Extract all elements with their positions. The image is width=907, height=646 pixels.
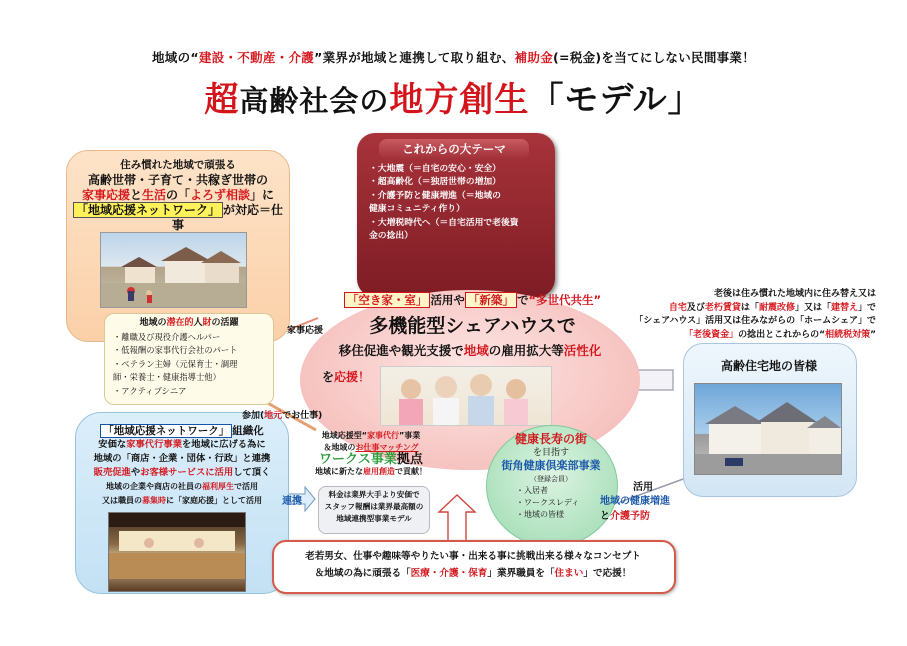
page-title: 超高齢社会の地方創生「モデル」 bbox=[204, 80, 703, 120]
health-promotion-text: 地域の健康増進 と介護予防 bbox=[600, 496, 670, 522]
theme-item: ・超高齢化（＝独居世帯の増加） bbox=[369, 177, 501, 188]
list-item: 師・栄養士・健康指導士他） bbox=[113, 372, 221, 382]
top-left-text: 住み慣れた地域で頑張る 高齢世帯・子育て・共稼ぎ世帯の 家事応援と生活の「よろず相談」に 「地域応援ネットワーク」 が対応＝仕事 bbox=[72, 158, 284, 233]
potential-talent-box: 地域の潜在的人財の活躍 ・離職及び現役介護ヘルパー ・低報酬の家事代行会社のパート ・ベテラン主婦（元保育士・調理 師・栄養士・健康指導士他） ・アクティブシニア bbox=[104, 313, 274, 405]
subtitle: 地域の“建設・不動産・介護”業界が地域と連携して取り組む、補助金(=税金)を当てにしない民間事業！ bbox=[151, 50, 756, 65]
multi-function-share-house: 多機能型シェアハウスで bbox=[369, 315, 576, 337]
health-club-text: 健康長寿の街 を目指す 街角健康倶楽部事業 （登録会員） ・入居者 ・ワークスレディ ・地域の皆様 bbox=[501, 432, 601, 519]
theme-item: ・介護予防と健康増進（＝地域の bbox=[369, 190, 501, 201]
bottom-concept-text: 老若男女、仕事や趣味等やりたい事・出来る事に挑戦出来る様々なコンセプト ＆地域の為に頑張る「医療・介護・保育」業界職員を「住まい」で応援！ bbox=[305, 551, 641, 579]
share-house-tagline: 「空き家・室」 活用や 「新築」 で“多世代共生” bbox=[300, 292, 645, 308]
list-item: ・ベテラン主婦（元保育士・調理 bbox=[113, 358, 238, 369]
list-item: ・離職及び現役介護ヘルパー bbox=[113, 331, 221, 342]
family-photo bbox=[380, 366, 552, 426]
elderly-residents-label: 高齢住宅地の皆様 bbox=[720, 359, 817, 373]
right-text: 老後は住み慣れた地域内に住み替え又は 自宅及び老朽賃貸は「耐震改修」又は「建替え」で 「シェアハウス」活用又は住みながらの「ホームシェア」で 「老後資金」の捻出とこれからの“相続税対策” bbox=[634, 289, 876, 340]
network-text: 「地域応援ネットワーク」 組織化 安価な家事代行事業を地域に広げる為に 地域の「商店・企業・団体・行政」と連携 販売促進やお客様サービスに活用して頂く 地域の企業や商店の社員の福利厚生で活用 又は職員の募集時に「家庭応援」として活用 bbox=[93, 425, 271, 505]
housework-support-label: 家事応援 bbox=[287, 326, 324, 336]
theme-box bbox=[357, 133, 555, 297]
cooperation-label: 連携 bbox=[282, 496, 302, 507]
list-item: ・低報酬の家事代行会社のパート bbox=[113, 345, 238, 355]
works-business-text: 地域応援型“家事代行”事業 ＆地域のお仕事マッチング ワークス事業拠点 地域に新たな雇用創造で貢献！ bbox=[315, 431, 427, 476]
fee-box: 料金は業界大手より安価で スタッフ報酬は業界最高額の 地域連携型事業モデル bbox=[318, 486, 430, 534]
theme-heading: これからの大テーマ bbox=[379, 139, 529, 159]
migration-text: 移住促進や観光支援で地域の雇用拡大等活性化 bbox=[338, 343, 602, 358]
theme-item: ・大増税時代へ（＝自宅活用で老後資 bbox=[369, 217, 519, 228]
list-item: ・アクティブシニア bbox=[113, 385, 187, 396]
houses-photo bbox=[694, 383, 842, 475]
theme-item: 健康コミュニティ作り） bbox=[369, 204, 465, 215]
shop-photo bbox=[108, 512, 246, 592]
theme-item: ・大地震（＝自宅の安心・安全） bbox=[369, 164, 501, 174]
theme-item: 金の捻出） bbox=[369, 231, 413, 242]
support-text: を応援！ bbox=[322, 370, 371, 384]
theme-list bbox=[369, 163, 551, 243]
residential-street-photo bbox=[100, 232, 247, 308]
participation-label: 参加(地元でお仕事) bbox=[242, 411, 323, 421]
utilization-label: 活用 bbox=[633, 482, 653, 493]
